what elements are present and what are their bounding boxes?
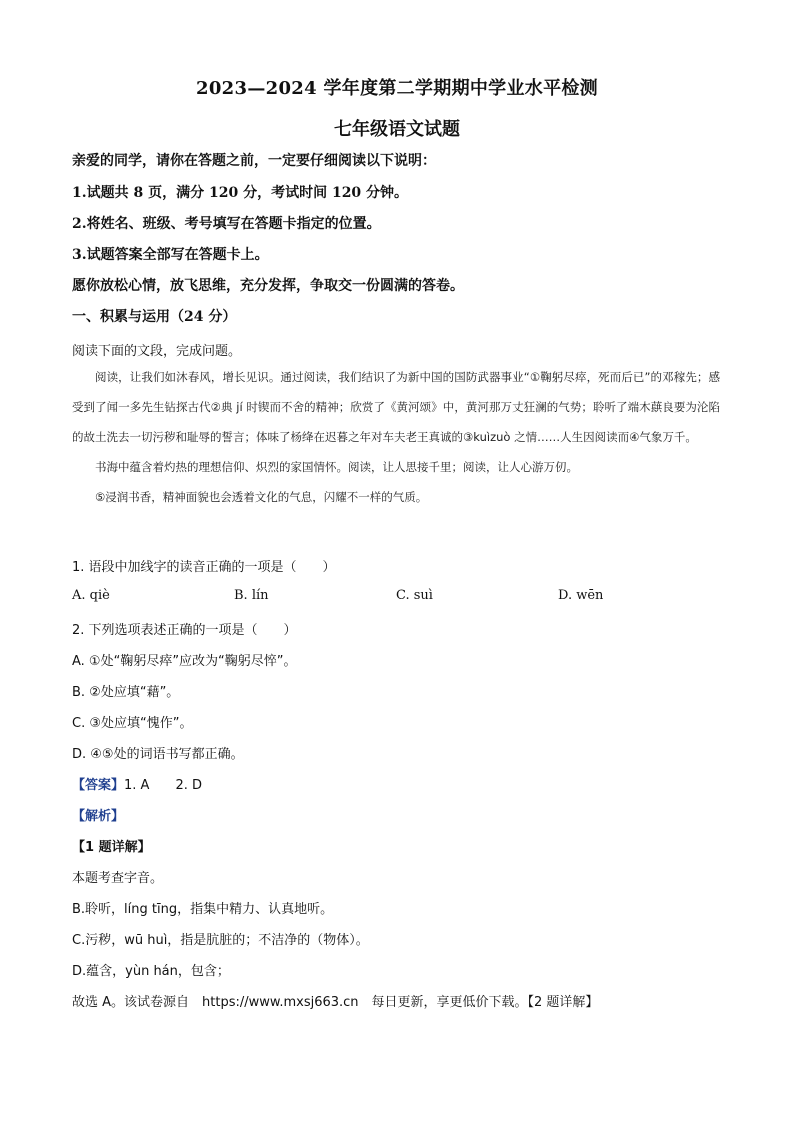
analysis-line-1: 本题考查字音。 (72, 871, 164, 886)
instruction-item-1: 1.试题共 8 页，满分 120 分，考试时间 120 分钟。 (72, 185, 409, 201)
question-1-stem: 1. 语段中加线字的读音正确的一项是（ ） (72, 560, 336, 575)
question-2-option-b: B. ②处应填“藉”。 (72, 685, 180, 700)
answer-text: 1. A 2. D (124, 778, 202, 793)
answer-row (72, 774, 202, 793)
question-2-stem: 2. 下列选项表述正确的一项是（ ） (72, 623, 297, 638)
passage-paragraph-2: 书海中蕴含着灼热的理想信仰、炽烈的家国情怀。阅读，让人思接千里；阅读，让人心游万仞。 (95, 460, 578, 474)
analysis-line-3: C.污秽，wū huì，指是肮脏的；不洁净的（物体）。 (72, 933, 369, 948)
exam-subtitle: 七年级语文试题 (334, 119, 460, 140)
analysis-line-4: D.蕴含，yùn hán，包含； (72, 964, 230, 979)
question-1-option-c: C. suì (396, 588, 433, 603)
analysis-source-line: 故选 A。该试卷源自 https://www.mxsj663.cn 每日更新，享更低价下载。【2 题详解】 (72, 995, 599, 1010)
question-2-option-d: D. ④⑤处的词语书写都正确。 (72, 747, 244, 762)
question-2-option-c: C. ③处应填“愧作”。 (72, 716, 193, 731)
analysis-line-2: B.聆听，líng tīng，指集中精力、认真地听。 (72, 902, 334, 917)
question-1-option-a: A. qiè (72, 588, 110, 603)
instruction-item-3: 3.试题答案全部写在答题卡上。 (72, 247, 269, 263)
instructions-closing: 愿你放松心情，放飞思维，充分发挥，争取交一份圆满的答卷。 (72, 278, 464, 294)
question-1-option-d: D. wēn (558, 588, 604, 603)
question-2-option-a: A. ①处“鞠躬尽瘁”应改为“鞠躬尽悴”。 (72, 654, 297, 669)
instructions-intro: 亲爱的同学，请你在答题之前，一定要仔细阅读以下说明： (72, 153, 436, 169)
passage-paragraph-3: ⑤浸润书香，精神面貌也会透着文化的气息，闪耀不一样的气质。 (95, 490, 428, 504)
reading-passage (72, 362, 720, 512)
section-prompt: 阅读下面的文段，完成问题。 (72, 344, 242, 359)
instruction-item-2: 2.将姓名、班级、考号填写在答题卡指定的位置。 (72, 216, 381, 232)
exam-title: 2023—2024 学年度第二学期期中学业水平检测 (196, 78, 598, 99)
analysis-detail-1: 【1 题详解】 (72, 840, 151, 855)
passage-paragraph-1: 阅读，让我们如沐春风，增长见识。通过阅读，我们结识了为新中国的国防武器事业“①鞠躬尽瘁，死而后已”的邓稼先；感受到了闻一多先生钻探古代②典 jí 时锲而不舍的精神；欣赏了《黄河颂》中，黄河那万丈狂澜的气势；聆听了端木蕻良要为沦陷的故土洗去一切污秽和耻辱的誓言；体味了杨绛在迟暮之年对车夫老王真诚的③kuìzuò 之情……人生因阅读而④气象万千。 (72, 370, 720, 444)
section-heading: 一、积累与运用（24 分） (72, 309, 237, 325)
question-1-option-b: B. lín (234, 588, 269, 603)
analysis-label: 【解析】 (72, 809, 125, 824)
answer-label: 【答案】 (72, 778, 125, 793)
